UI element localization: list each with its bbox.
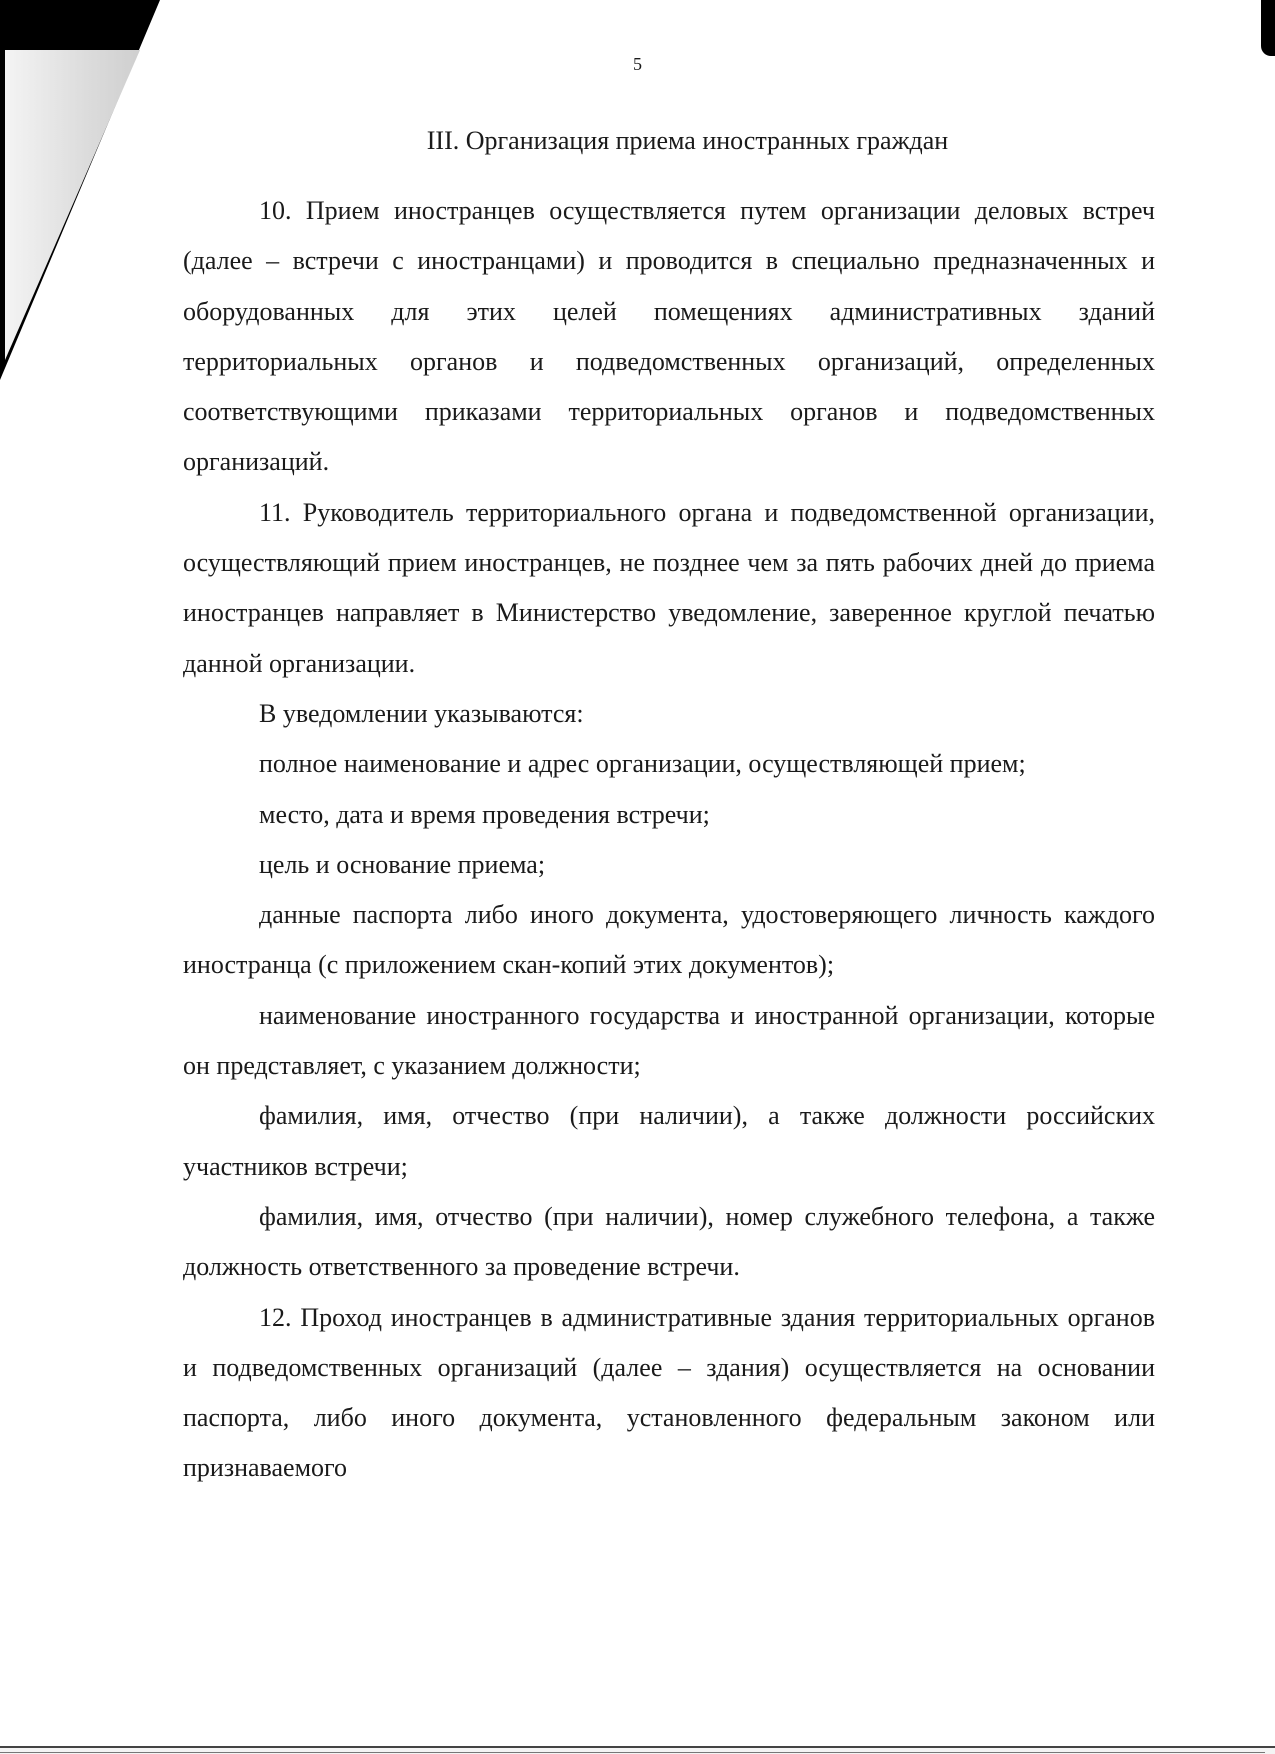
scan-page-fold <box>5 50 140 360</box>
list-item-org-name-address: полное наименование и адрес организации, осуществляющей прием; <box>259 749 1026 779</box>
paragraph-12: 12. Проход иностранцев в административные здания территориальных органов и подведомственных организаций (далее – здания) осуществляется на основании паспорта, либо иного документа, установленного федеральным законом или признаваемого <box>183 1302 1155 1483</box>
paragraph-10: 10. Прием иностранцев осуществляется путем организации деловых встреч (далее – встречи с иностранцами) и проводится в специально предназначенных и оборудованных для этих целей помещениях административных зданий территориальных органов и подведомственных организаций, определенных соответствующими приказами территориальных органов и подведомственных организаций. <box>183 196 1155 477</box>
notification-intro: В уведомлении указываются: <box>259 698 584 728</box>
scan-edge-bottom <box>0 1746 1275 1754</box>
paragraph-11: 11. Руководитель территориального органа и подведомственной организации, осуществляющий прием иностранцев, не позднее чем за пять рабочих дней до приема иностранцев направляет в Министерство уведомление, заверенное круглой печатью данной организации. <box>183 497 1155 678</box>
page-number: 5 <box>633 54 642 74</box>
list-item-place-date-time: место, дата и время проведения встречи; <box>259 799 710 829</box>
list-item-purpose: цель и основание приема; <box>259 849 546 879</box>
list-item-russian-participants: фамилия, имя, отчество (при наличии), а также должности российских участников встречи; <box>183 1101 1155 1181</box>
section-title: III. Организация приема иностранных граждан <box>426 126 949 155</box>
list-item-passport-data: данные паспорта либо иного документа, удостоверяющего личность каждого иностранца (с приложением скан-копий этих документов); <box>183 900 1155 980</box>
document-body <box>183 186 1155 1494</box>
list-item-responsible-person: фамилия, имя, отчество (при наличии), номер служебного телефона, а также должность ответственного за проведение встречи. <box>183 1201 1155 1282</box>
list-item-foreign-state: наименование иностранного государства и иностранной организации, которые он представляет, с указанием должности; <box>183 1000 1155 1081</box>
scan-shadow-top-right <box>1261 0 1275 56</box>
